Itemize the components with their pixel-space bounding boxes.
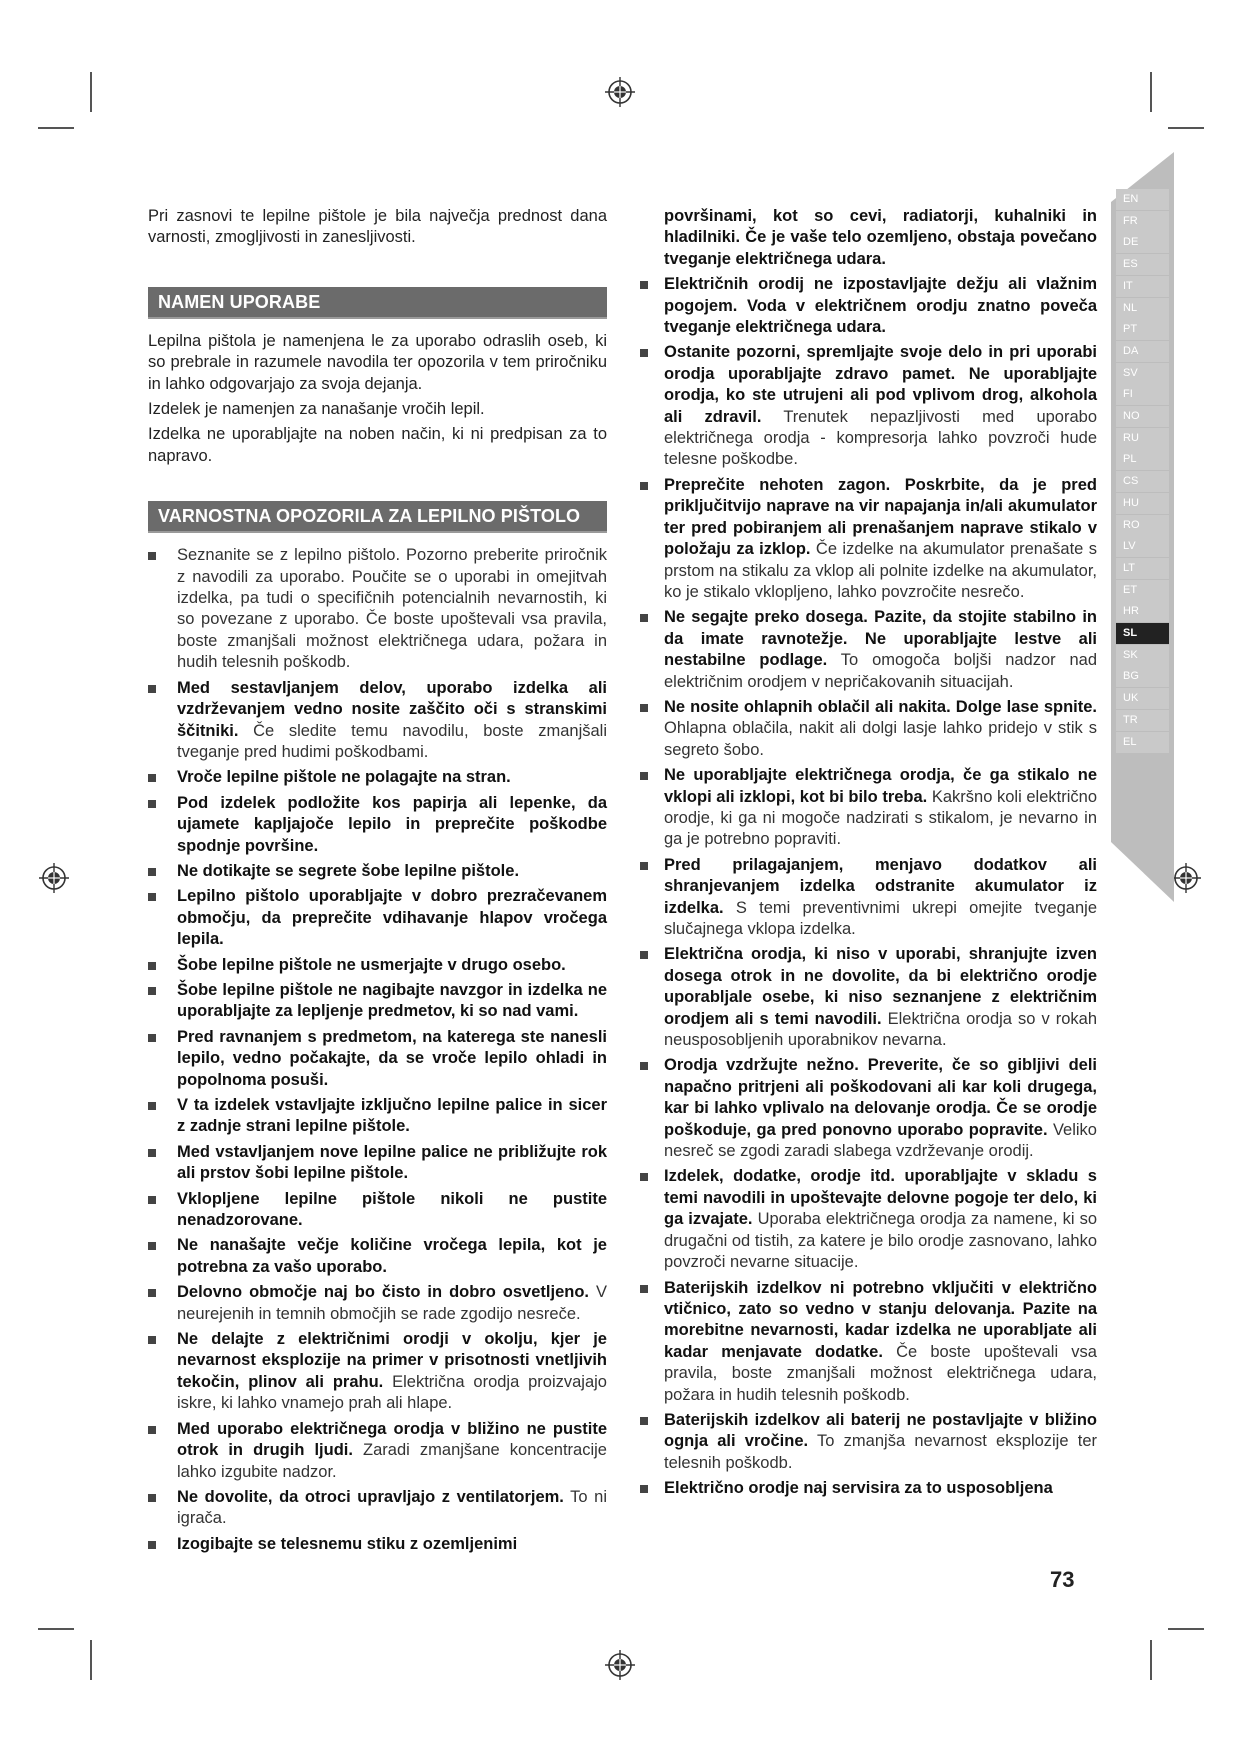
list-item-bold: Izogibajte se telesnemu stiku z ozemljenimi bbox=[177, 1534, 518, 1553]
list-item bbox=[664, 1478, 1097, 1499]
paragraph: Izdelka ne uporabljajte na noben način, ki ni predpisan za to napravo. bbox=[148, 425, 607, 465]
bullet-icon bbox=[640, 1417, 648, 1425]
page-number: 73 bbox=[1050, 1567, 1075, 1592]
registration-mark-icon bbox=[604, 1649, 636, 1681]
list-item bbox=[148, 1329, 607, 1415]
list-item bbox=[664, 855, 1097, 941]
list-item bbox=[148, 1189, 607, 1232]
bullet-icon bbox=[148, 800, 156, 808]
bullet-icon bbox=[640, 281, 648, 289]
language-tab-sl[interactable]: SL bbox=[1116, 623, 1169, 644]
crop-mark bbox=[90, 1640, 92, 1680]
language-tab-en[interactable]: EN bbox=[1116, 189, 1169, 210]
list-item-bold: Pred prilagajanjem, menjavo dodatkov ali shranjevanjem izdelka odstranite akumulator iz izdelka. bbox=[664, 855, 1097, 917]
list-item-bold: Šobe lepilne pištole ne usmerjajte v drugo osebo. bbox=[177, 955, 566, 974]
list-item-bold: Med vstavljanjem nove lepilne palice ne približujte rok ali prstov šobi lepilne pištole. bbox=[177, 1142, 607, 1183]
bullet-icon bbox=[148, 1289, 156, 1297]
bullet-icon bbox=[640, 772, 648, 780]
bullet-icon bbox=[148, 1242, 156, 1250]
bullet-icon bbox=[640, 614, 648, 622]
language-tab-uk[interactable]: UK bbox=[1116, 688, 1169, 709]
list-item bbox=[664, 1166, 1097, 1273]
crop-mark bbox=[38, 127, 74, 129]
list-item-bold: Ne dovolite, da otroci upravljajo z ventilatorjem. bbox=[177, 1487, 564, 1506]
list-item bbox=[148, 1282, 607, 1325]
continuation-bold: površinami, kot so cevi, radiatorji, kuhalniki in hladilniki. Če je vaše telo ozemljeno, obstaja povečano tveganje električnega udara. bbox=[664, 207, 1097, 268]
bullet-icon bbox=[640, 1062, 648, 1070]
bullet-icon bbox=[148, 1336, 156, 1344]
bullet-icon bbox=[640, 1173, 648, 1181]
language-tab-fi[interactable]: FI bbox=[1116, 384, 1169, 405]
bullet-icon bbox=[640, 482, 648, 490]
list-item-text: Zaradi zmanjšane koncentracije lahko izgubite nadzor. bbox=[177, 1441, 607, 1481]
list-item bbox=[664, 765, 1097, 851]
bullet-icon bbox=[148, 1102, 156, 1110]
list-item-bold: Vklopljene lepilne pištole nikoli ne pustite nenadzorovane. bbox=[177, 1189, 607, 1230]
list-item-bold: Lepilno pištolo uporabljajte v dobro prezračevanem območju, da preprečite vdihavanje hlapov vročega lepila. bbox=[177, 887, 607, 949]
list-item-bold: Ne uporabljajte električnega orodja, če ga stikalo ne vklopi ali izklopi, kot bi bilo treba. bbox=[664, 766, 1097, 806]
list-item bbox=[664, 1278, 1097, 1406]
language-tab-da[interactable]: DA bbox=[1116, 341, 1169, 362]
language-tab-et[interactable]: ET bbox=[1116, 580, 1169, 601]
list-item-bold: Delovno območje naj bo čisto in dobro osvetljeno. bbox=[177, 1283, 589, 1302]
list-item-bold: Baterijskih izdelkov ali baterij ne postavljajte v bližino ognja ali vročine. bbox=[664, 1410, 1097, 1451]
list-item bbox=[148, 767, 607, 788]
language-tab-es[interactable]: ES bbox=[1116, 254, 1169, 275]
bullet-icon bbox=[148, 1426, 156, 1434]
bullet-icon bbox=[148, 1196, 156, 1204]
crop-mark bbox=[1150, 1640, 1152, 1680]
language-tab-lt[interactable]: LT bbox=[1116, 558, 1169, 579]
list-item bbox=[664, 944, 1097, 1051]
list-item-bold: Pred ravnanjem s predmetom, na katerega ste nanesli lepilo, vedno počakajte, da se vroče lepilo ohladi in popolnoma posuši. bbox=[177, 1027, 607, 1089]
language-tab-pt[interactable]: PT bbox=[1116, 319, 1169, 340]
bullet-icon bbox=[640, 704, 648, 712]
language-tab-bg[interactable]: BG bbox=[1116, 666, 1169, 687]
safety-list-continued bbox=[664, 274, 1097, 1499]
list-item bbox=[664, 1410, 1097, 1474]
language-tab-el[interactable]: EL bbox=[1116, 732, 1169, 753]
list-item-bold: Ne dotikajte se segrete šobe lepilne pištole. bbox=[177, 861, 520, 880]
list-item bbox=[148, 861, 607, 882]
language-tabs bbox=[1111, 152, 1174, 902]
list-item bbox=[664, 697, 1097, 761]
language-tab-it[interactable]: IT bbox=[1116, 276, 1169, 297]
right-column bbox=[664, 206, 1097, 1504]
list-item-text: Če boste upoštevali vsa pravila, boste zmanjšali možnost električnega udara, požara in hudih telesnih poškodb. bbox=[664, 1342, 1097, 1404]
language-tab-de[interactable]: DE bbox=[1116, 232, 1169, 253]
list-item bbox=[148, 678, 607, 764]
list-item-text: Če izdelke na akumulator prenašate s prstom na stikalu za vklop ali polnite izdelke na akumulator, ko je stikalo vklopljeno, lahko povzročite nesrečo. bbox=[664, 540, 1098, 601]
language-tab-tr[interactable]: TR bbox=[1116, 710, 1169, 731]
list-item bbox=[664, 1055, 1097, 1162]
list-item-text: Ohlapna oblačila, nakit ali dolgi lasje lahko pridejo v stik s segreto šobo. bbox=[664, 719, 1097, 759]
list-item-text: Trenutek nepazljivosti med uporabo električnega orodja - kompresorja lahko povzroči hude telesne poškodbe. bbox=[664, 407, 1097, 469]
list-item-bold: Izdelek, dodatke, orodje itd. uporabljajte v skladu s temi navodili in upoštevajte delovne pogoje ter delo, ki ga izvajate. bbox=[664, 1167, 1097, 1229]
list-item bbox=[148, 545, 607, 673]
bullet-icon bbox=[148, 685, 156, 693]
list-item bbox=[148, 980, 607, 1023]
language-tab-no[interactable]: NO bbox=[1116, 406, 1169, 427]
intro-text: Pri zasnovi te lepilne pištole je bila največja prednost dana varnosti, zmogljivosti in zanesljivosti. bbox=[148, 207, 607, 247]
paragraph: Izdelek je namenjen za nanašanje vročih lepil. bbox=[148, 400, 485, 419]
list-item bbox=[148, 1534, 607, 1555]
bullet-icon bbox=[148, 1149, 156, 1157]
list-item-text: Če sledite temu navodilu, boste zmanjšali tveganje pred hudimi poškodbami. bbox=[177, 721, 607, 761]
crop-mark bbox=[1150, 72, 1152, 112]
list-item bbox=[148, 793, 607, 857]
list-item bbox=[148, 1419, 607, 1483]
list-item-bold: Ne nanašajte večje količine vročega lepila, kot je potrebna za vašo uporabo. bbox=[177, 1236, 607, 1276]
language-tab-lv[interactable]: LV bbox=[1116, 536, 1169, 557]
list-item-text: Kakršno koli električno orodje, ki ga ni mogoče nadzirati s stikalom, je nevarno in ga je potrebno popraviti. bbox=[664, 787, 1097, 849]
language-tab-sv[interactable]: SV bbox=[1116, 363, 1169, 384]
list-item-bold: Ne segajte preko dosega. Pazite, da stojite stabilno in da imate ravnotežje. Ne uporabljajte lestve ali nestabilne podlage. bbox=[664, 608, 1097, 670]
registration-mark-icon bbox=[1170, 862, 1202, 894]
list-item-bold: Med sestavljanjem delov, uporabo izdelka ali vzdrževanjem vedno nosite zaščito oči s stranskimi ščitniki. bbox=[177, 678, 607, 740]
crop-mark bbox=[1168, 1628, 1204, 1630]
bullet-icon bbox=[640, 349, 648, 357]
list-item-text: To omogoča boljši nadzor nad električnim orodjem v nepričakovanih situacijah. bbox=[664, 651, 1097, 691]
list-item-text: To zmanjša nevarnost eksplozije ter telesnih poškodb. bbox=[664, 1432, 1097, 1472]
language-tab-cs[interactable]: CS bbox=[1116, 471, 1169, 492]
list-item-bold: Pod izdelek podložite kos papirja ali lepenke, da ujamete kapljajoče lepilo in preprečite poškodbe spodnje površine. bbox=[177, 793, 607, 855]
language-tab-hr[interactable]: HR bbox=[1116, 601, 1169, 622]
list-item-text: To ni igrača. bbox=[177, 1487, 608, 1528]
list-item-bold: Preprečite nehoten zagon. Poskrbite, da je pred priključitvijo naprave na vir napajanja in/ali akumulator ter pred pobiranjem ali prenašanjem naprave stikalo v položaju za izklop. bbox=[664, 475, 1097, 559]
crop-mark bbox=[1168, 127, 1204, 129]
list-item-text: Električna orodja proizvajajo iskre, ki lahko vnamejo prah ali hlape. bbox=[177, 1372, 607, 1413]
list-item bbox=[148, 1142, 607, 1185]
list-item-bold: Vroče lepilne pištole ne polagajte na stran. bbox=[177, 768, 511, 787]
list-item bbox=[148, 1027, 607, 1091]
language-tab-sk[interactable]: SK bbox=[1116, 645, 1169, 666]
bullet-icon bbox=[148, 774, 156, 782]
language-tab-ro[interactable]: RO bbox=[1116, 515, 1169, 536]
bullet-icon bbox=[640, 1485, 648, 1493]
bullet-icon bbox=[148, 962, 156, 970]
safety-list bbox=[148, 545, 607, 1555]
bullet-icon bbox=[640, 862, 648, 870]
bullet-icon bbox=[148, 1034, 156, 1042]
bullet-icon bbox=[148, 552, 156, 560]
list-item bbox=[148, 1235, 607, 1278]
list-item bbox=[148, 1095, 607, 1138]
list-item bbox=[148, 886, 607, 950]
list-item-bold: Ne delajte z električnimi orodji v okolju, kjer je nevarnost eksplozije na primer v prisotnosti vnetljivih tekočin, plinov ali prahu. bbox=[177, 1330, 607, 1391]
list-item-bold: Baterijskih izdelkov ni potrebno vključiti v električno vtičnico, zato so vedno v stanju delovanja. Pazite na morebitne nevarnosti, kadar izdelka ne uporabljate ali kadar menjavate dodatke. bbox=[664, 1278, 1097, 1361]
bullet-icon bbox=[148, 893, 156, 901]
list-item bbox=[148, 1487, 607, 1530]
bullet-icon bbox=[148, 1494, 156, 1502]
list-item-bold: Ostanite pozorni, spremljajte svoje delo in pri uporabi orodja uporabljajte zdravo pamet. Ne uporabljajte orodja, ko ste utrujeni ali pod vplivom drog, alkohola ali zdravil. bbox=[664, 343, 1097, 426]
list-item bbox=[664, 342, 1097, 470]
registration-mark-icon bbox=[604, 76, 636, 108]
continuation-text bbox=[664, 206, 1097, 270]
list-item bbox=[664, 607, 1097, 693]
language-tab-pl[interactable]: PL bbox=[1116, 449, 1169, 470]
list-item-bold: Električna orodja, ki niso v uporabi, shranjujte izven dosega otrok in ne dovolite, da bi električno orodje uporabljale osebe, ki niso seznanjene z električnim orodjem ali s temi navodili. bbox=[664, 945, 1097, 1028]
crop-mark bbox=[38, 1628, 74, 1630]
list-item bbox=[148, 955, 607, 976]
bullet-icon bbox=[640, 951, 648, 959]
paragraph: Lepilna pištola je namenjena le za uporabo odraslih oseb, ki so prebrale in razumele navodila ter opozorila v tem priročniku in lahko odgovarjajo za svoja dejanja. bbox=[148, 331, 607, 393]
section-heading-varnostna-opozorila: VARNOSTNA OPOZORILA ZA LEPILNO PIŠTOLO bbox=[148, 501, 607, 533]
list-item-bold: Električnih orodij ne izpostavljajte dežju ali vlažnim pogojem. Voda v električnem orodju znatno poveča tveganje električnega udara. bbox=[664, 275, 1097, 337]
language-tab-hu[interactable]: HU bbox=[1116, 493, 1169, 514]
left-column bbox=[148, 206, 607, 1559]
list-item bbox=[664, 475, 1097, 603]
list-item-text: S temi preventivnimi ukrepi omejite tveganje slučajnega vklopa izdelka. bbox=[664, 898, 1097, 938]
bullet-icon bbox=[640, 1285, 648, 1293]
language-tab-nl[interactable]: NL bbox=[1116, 298, 1169, 319]
list-item-bold: V ta izdelek vstavljajte izključno lepilne palice in sicer z zadnje strani lepilne pištole. bbox=[177, 1096, 607, 1136]
list-item-bold: Med uporabo električnega orodja v bližino ne pustite otrok in drugih ljudi. bbox=[177, 1419, 607, 1460]
registration-mark-icon bbox=[38, 862, 70, 894]
section-heading-namen-uporabe: NAMEN UPORABE bbox=[148, 287, 607, 319]
list-item-bold: Ne nosite ohlapnih oblačil ali nakita. Dolge lase spnite. bbox=[664, 697, 1097, 716]
bullet-icon bbox=[148, 868, 156, 876]
list-item-bold: Električno orodje naj servisira za to usposobljena bbox=[664, 1479, 1053, 1498]
list-item bbox=[664, 274, 1097, 338]
list-item-bold: Šobe lepilne pištole ne nagibajte navzgor in izdelka ne uporabljajte za lepljenje predmetov, ki so nad vami. bbox=[177, 980, 607, 1021]
list-item-text: Veliko nesreč se zgodi zaradi slabega vzdrževanje orodij. bbox=[664, 1120, 1097, 1161]
bullet-icon bbox=[148, 987, 156, 995]
list-item-text: Uporaba električnega orodja za namene, ki so drugačni od tistih, za katere je bilo orodje zasnovano, lahko povzroči nevarne situacije. bbox=[664, 1210, 1097, 1272]
language-tab-fr[interactable]: FR bbox=[1116, 211, 1169, 232]
crop-mark bbox=[90, 72, 92, 112]
language-tab-ru[interactable]: RU bbox=[1116, 428, 1169, 449]
list-item-text: Električna orodja so v rokah neusposobljenih uporabnikov nevarna. bbox=[664, 1009, 1097, 1050]
list-item-text: Seznanite se z lepilno pištolo. Pozorno preberite priročnik z navodili za uporabo. Poučite se o uporabi in omejitvah izdelka, pa tudi o specifičnih potencialnih nevarnostih, ki so povezane z uporabo. Če boste upoštevali vsa pravila, boste zmanjšali možnost električnega udara, požara in hudih telesnih poškodb. bbox=[177, 546, 607, 672]
list-item-bold: Orodja vzdržujte nežno. Preverite, če so gibljivi deli napačno pritrjeni ali poškodovani ali kar koli drugega, kar bi lahko vplivalo na delovanje orodja. Če se orodje poškoduje, ga pred ponovno uporabo popravite. bbox=[664, 1056, 1097, 1139]
list-item-text: V neurejenih in temnih območjih se rade zgodijo nesreče. bbox=[177, 1283, 607, 1323]
bullet-icon bbox=[148, 1541, 156, 1549]
